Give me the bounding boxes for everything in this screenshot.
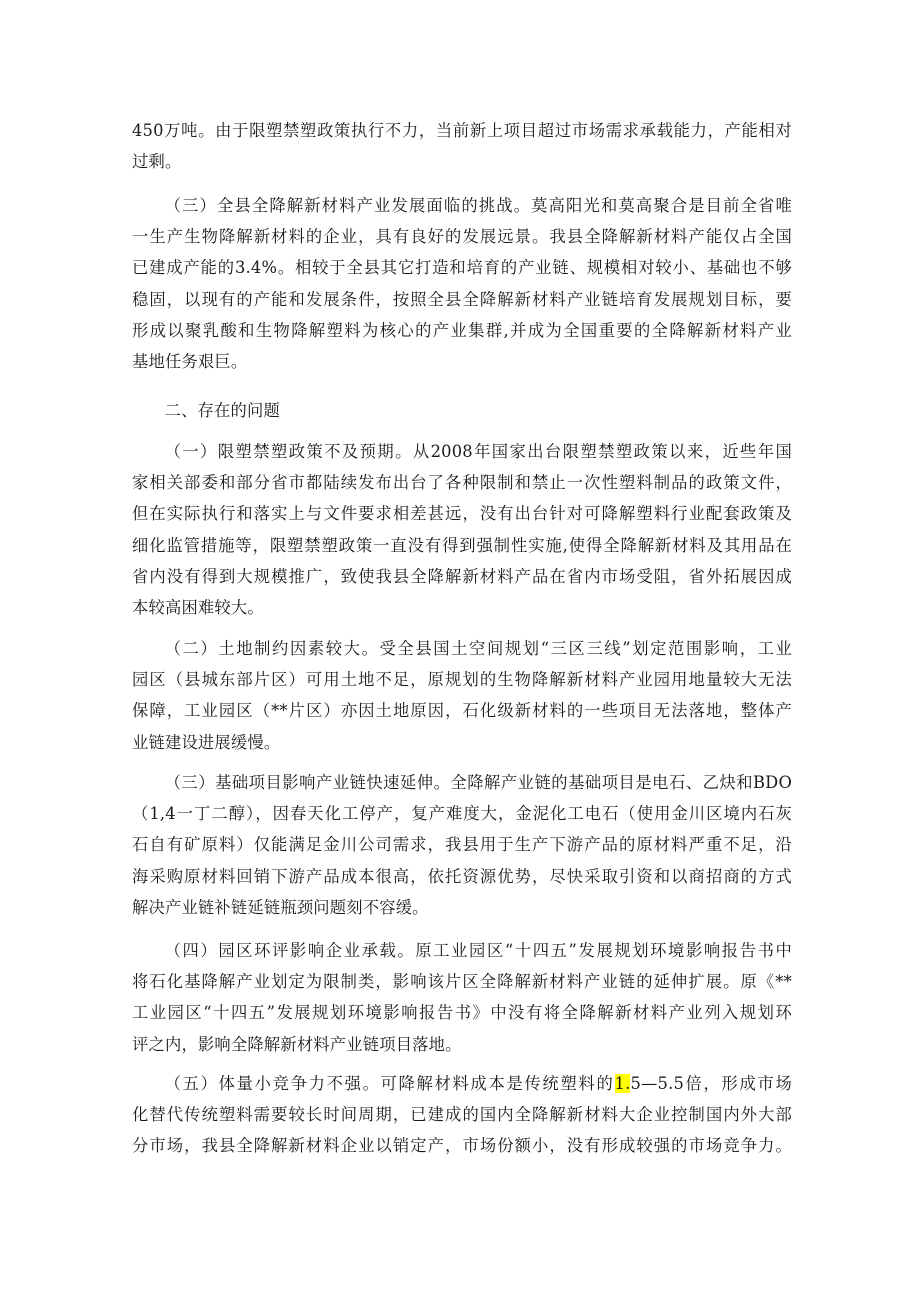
paragraph-policy [132, 436, 792, 623]
heading-text: 二、存在的问题 [164, 401, 280, 420]
text-line: 本较高困难较大。 [132, 598, 264, 618]
text-segment: （五）体量小竞争力不强。可降解材料成本是传统塑料的 [164, 1074, 615, 1093]
text-line: 但在实际执行和落实上与文件要求相差甚远，没有出台针对可降解塑料行业配套政策及 [132, 504, 792, 524]
paragraph-competitiveness [132, 1068, 792, 1162]
text-line: 评之内，影响全降解新材料产业链项目落地。 [132, 1034, 462, 1054]
text-line: 一生产生物降解新材料的企业，具有良好的发展远景。我县全降解新材料产能仅占全国 [132, 227, 792, 247]
text-line: 细化监管措施等，限塑禁塑政策一直没有得到强制性实施,使得全降解新材料及其用品在 [132, 535, 792, 555]
text-line: 家相关部委和部分省市都陆续发布出台了各种限制和禁止一次性塑料制品的政策文件， [132, 473, 792, 493]
paragraph-base-projects [132, 767, 792, 923]
text-line: 解决产业链补链延链瓶颈问题刻不容缓。 [132, 897, 429, 917]
text-line: （四）园区环评影响企业承载。原工业园区“十四五”发展规划环境影响报告书中 [164, 941, 792, 960]
text-line: （二）土地制约因素较大。受全县国土空间规划“三区三线”划定范围影响，工业 [164, 639, 792, 658]
text-line: 稳固，以现有的产能和发展条件，按照全县全降解新材料产业链培育发展规划目标，要 [132, 289, 792, 309]
text-line: （1,4一丁二醇），因春天化工停产，复产难度大，金泥化工电石（使用金川区境内石灰 [132, 804, 792, 824]
text-line: 海采购原材料回销下游产品成本很高，依托资源优势，尽快采取引资和以商招商的方式 [132, 866, 792, 886]
text-line: 业链建设进展缓慢。 [132, 732, 281, 752]
text-line: 450万吨。由于限塑禁塑政策执行不力，当前新上项目超过市场需求承载能力，产能相对 [132, 121, 792, 140]
text-line: 保障，工业园区（**片区）亦因土地原因，石化级新材料的一些项目无法落地，整体产 [132, 701, 792, 721]
text-line: 化替代传统塑料需要较长时间周期，已建成的国内全降解新材料大企业控制国内外大部 [132, 1105, 792, 1125]
text-line: 基地任务艰巨。 [132, 352, 248, 372]
paragraph-continuation [132, 115, 792, 177]
text-segment: 5—5.5倍，形成市场 [630, 1074, 792, 1093]
text-line: 石自有矿原料）仅能满足金川公司需求，我县用于生产下游产品的原材料严重不足，沿 [132, 835, 792, 855]
text-line: 园区（县城东部片区）可用土地不足，原规划的生物降解新材料产业园用地量较大无法 [132, 670, 792, 690]
text-line: 过剩。 [132, 152, 182, 172]
text-line: （三）基础项目影响产业链快速延伸。全降解产业链的基础项目是电石、乙炔和BDO [164, 773, 792, 792]
text-line [132, 1068, 792, 1099]
text-line: （三）全县全降解新材料产业发展面临的挑战。莫高阳光和莫高聚合是目前全省唯 [164, 196, 792, 215]
paragraph-eia [132, 935, 792, 1060]
paragraph-challenges [132, 190, 792, 377]
text-line: （一）限塑禁塑政策不及预期。从2008年国家出台限塑禁塑政策以来，近些年国 [164, 442, 792, 461]
text-line: 将石化基降解产业划定为限制类，影响该片区全降解新材料产业链的延伸扩展。原《** [132, 972, 792, 992]
text-line: 省内没有得到大规模推广，致使我县全降解新材料产品在省内市场受阻，省外拓展因成 [132, 566, 792, 586]
paragraph-land [132, 633, 792, 758]
text-line: 已建成产能的3.4%。相较于全县其它打造和培育的产业链、规模相对较小、基础也不够 [132, 258, 792, 278]
text-line: 形成以聚乳酸和生物降解塑料为核心的产业集群,并成为全国重要的全降解新材料产业 [132, 320, 792, 340]
section-heading [132, 395, 792, 426]
text-line: 工业园区“十四五”发展规划环境影响报告书》中没有将全降解新材料产业列入规划环 [132, 1003, 792, 1023]
text-line: 分市场，我县全降解新材料企业以销定产，市场份额小，没有形成较强的市场竞争力。 [132, 1136, 792, 1156]
highlighted-text: 1. [614, 1074, 631, 1093]
